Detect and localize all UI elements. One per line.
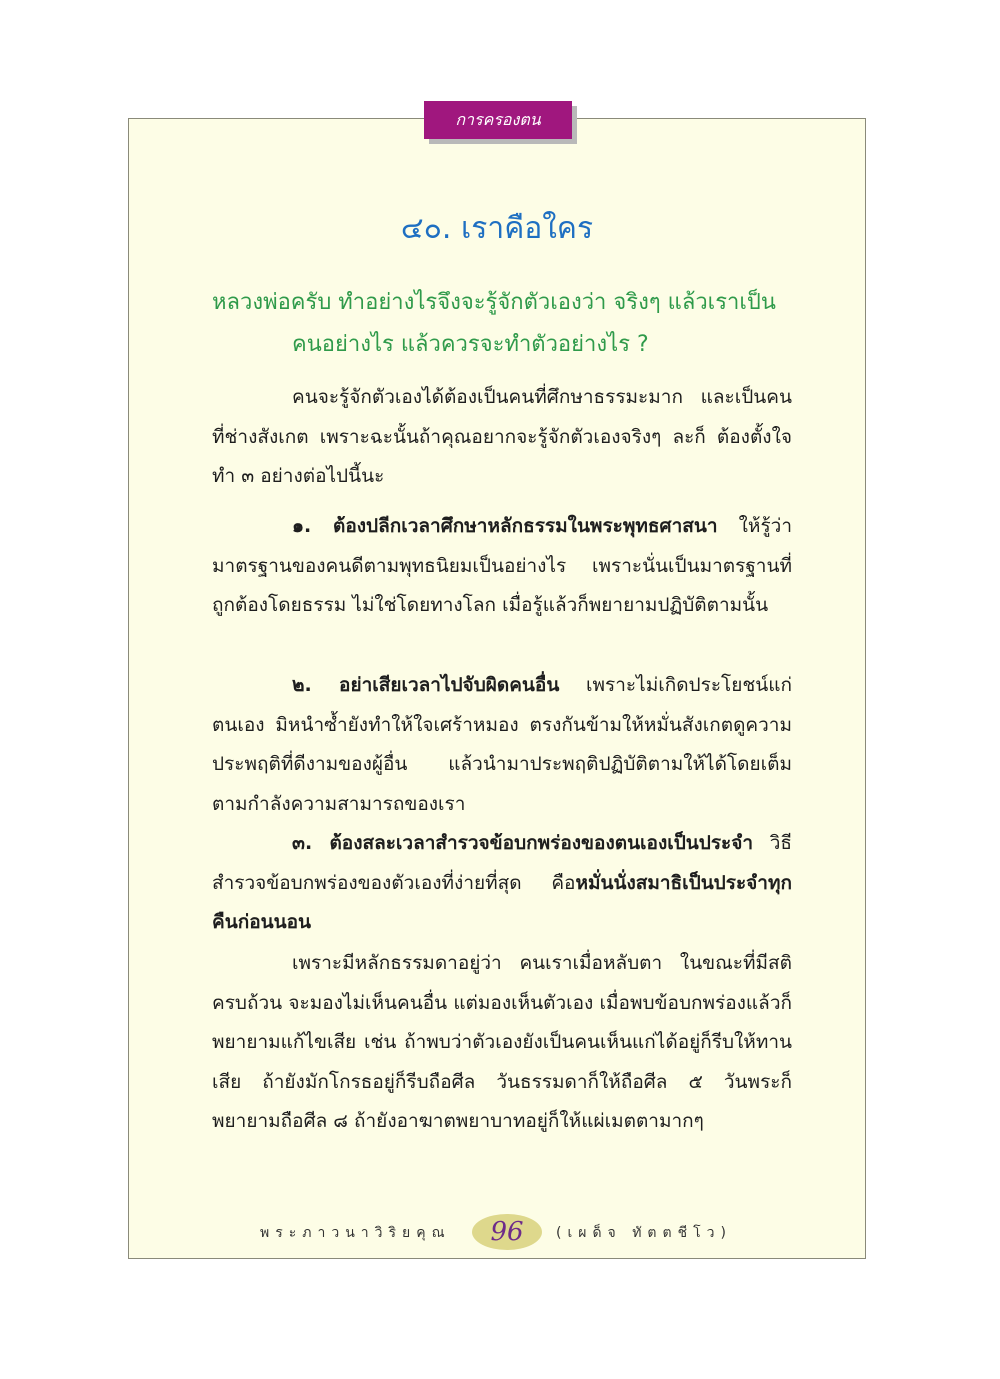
point-1-text: ให้รู้ว่ามาตรฐานของคนดีตามพุทธนิยมเป็นอย่างไร เพราะนั่นเป็นมาตรฐานที่ถูกต้องโดยธรรม ไม่ใช่โดยทางโลก เมื่อรู้แล้วก็พยายามปฏิบัติตามนั้น	[212, 515, 792, 616]
question	[212, 282, 812, 366]
footer-author: (เผด็จ ทัตตชีโว)	[556, 1225, 732, 1241]
paragraph-intro	[212, 378, 792, 497]
paragraph-closing	[212, 944, 792, 1142]
question-line-2: คนอย่างไร แล้วควรจะทำตัวอย่างไร ?	[292, 332, 649, 357]
paragraph-point-1	[212, 507, 792, 626]
page-number: 96	[472, 1214, 542, 1250]
footer-book-title: พระภาวนาวิริยคุณ	[260, 1225, 451, 1241]
point-3-heading: ๓. ต้องสละเวลาสำรวจข้อบกพร่องของตนเองเป็นประจำ	[292, 832, 754, 854]
paragraph-point-2	[212, 666, 792, 824]
point-1-heading: ๑. ต้องปลีกเวลาศึกษาหลักธรรมในพระพุทธศาสนา	[292, 515, 718, 537]
paragraph-point-3	[212, 824, 792, 943]
paragraph-closing-text: เพราะมีหลักธรรมดาอยู่ว่า คนเราเมื่อหลับตา ในขณะที่มีสติครบถ้วน จะมองไม่เห็นคนอื่น แต่มองเห็นตัวเอง เมื่อพบข้อบกพร่องแล้วก็พยายามแก้ไขเสีย เช่น ถ้าพบว่าตัวเองยังเป็นคนเห็นแก่ได้อยู่ก็รีบให้ทานเสีย ถ้ายังมักโกรธอยู่ก็รีบถือศีล วันธรรมดาก็ให้ถือศีล ๕ วันพระก็พยายามถือศีล ๘ ถ้ายังอาฆาตพยาบาทอยู่ก็ให้แผ่เมตตามากๆ	[212, 952, 792, 1132]
point-3-text: วิธีสำรวจข้อบกพร่องของตัวเองที่ง่ายที่สุด คือ	[212, 832, 792, 894]
point-2-heading: ๒. อย่าเสียเวลาไปจับผิดคนอื่น	[292, 674, 560, 696]
point-3-emphasis: หมั่นนั่งสมาธิเป็นประจำทุกคืนก่อนนอน	[212, 871, 792, 933]
question-line-1: หลวงพ่อครับ ทำอย่างไรจึงจะรู้จักตัวเองว่า จริงๆ แล้วเราเป็น	[212, 290, 776, 315]
chapter-title: ๔๐. เราคือใคร	[400, 211, 594, 246]
section-tab: การครองตน	[424, 101, 572, 139]
point-2-text: เพราะไม่เกิดประโยชน์แก่ตนเอง มิหนำซ้ำยังทำให้ใจเศร้าหมอง ตรงกันข้ามให้หมั่นสังเกตดูความประพฤติที่ดีงามของผู้อื่น แล้วนำมาประพฤติปฏิบัติตามให้ได้โดยเต็มตามกำลังความสามารถของเรา	[212, 674, 792, 815]
paragraph-intro-text: คนจะรู้จักตัวเองได้ต้องเป็นคนที่ศึกษาธรรมะมาก และเป็นคนที่ช่างสังเกต เพราะฉะนั้นถ้าคุณอยากจะรู้จักตัวเองจริงๆ ละก็ ต้องตั้งใจทำ ๓ อย่างต่อไปนี้นะ	[212, 386, 792, 487]
